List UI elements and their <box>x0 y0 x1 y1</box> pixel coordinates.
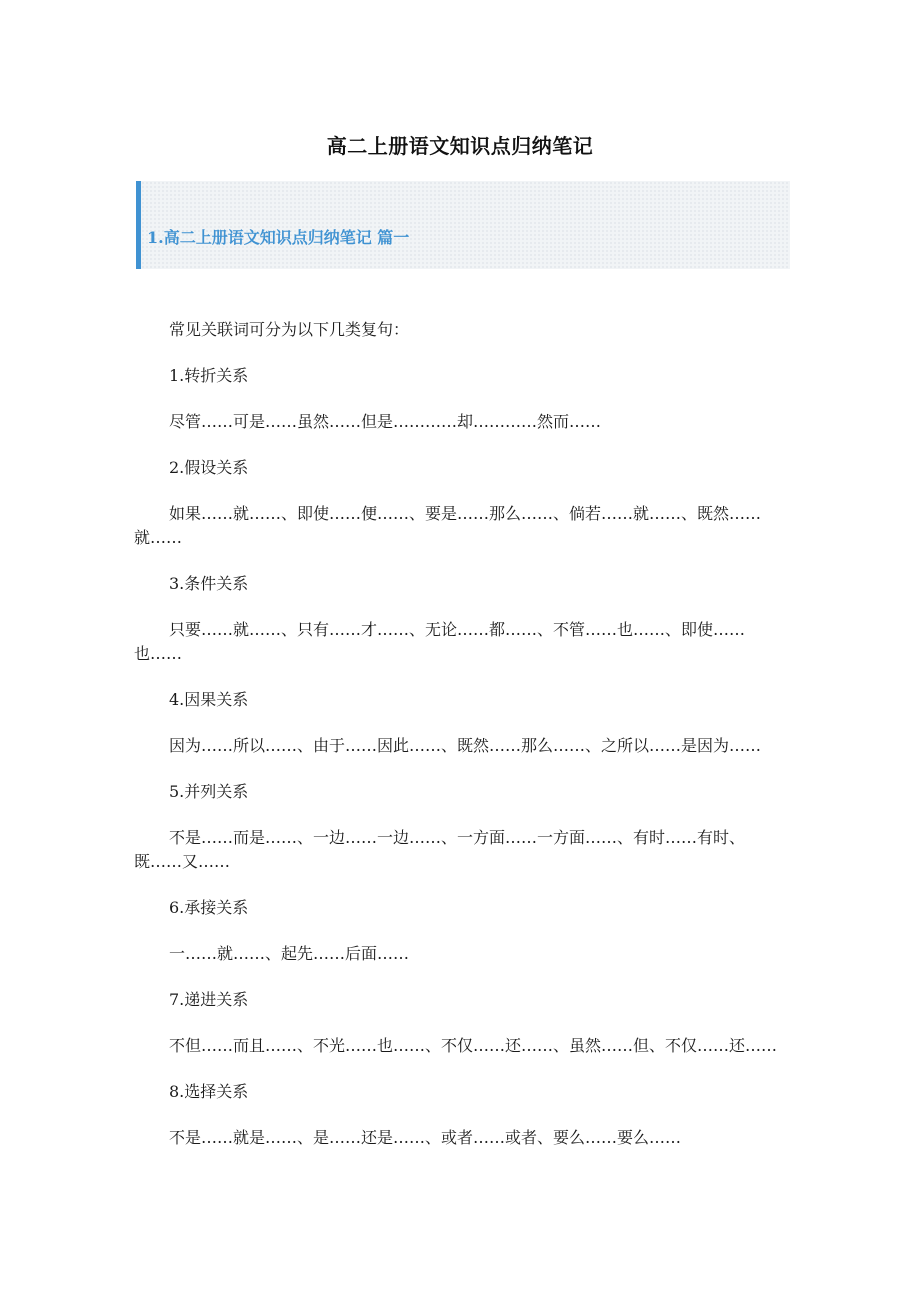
category-examples-causal: 因为……所以……、由于……因此……、既然……那么……、之所以……是因为…… <box>169 736 762 755</box>
category-heading-adversative: 1.转折关系 <box>169 366 249 385</box>
category-heading-progressive: 7.递进关系 <box>169 990 249 1009</box>
category-heading-hypothetical: 2.假设关系 <box>169 458 249 477</box>
category-heading-successive: 6.承接关系 <box>169 898 249 917</box>
intro-paragraph: 常见关联词可分为以下几类复句： <box>169 320 410 339</box>
category-examples-coordinate: 不是……而是……、一边……一边……、一方面……一方面……、有时……有时、既……又…… <box>134 828 746 871</box>
category-heading-causal: 4.因果关系 <box>169 690 249 709</box>
section-banner <box>136 181 790 269</box>
category-examples-hypothetical: 如果……就……、即使……便……、要是……那么……、倘若……就……、既然……就…… <box>134 504 762 547</box>
category-heading-coordinate: 5.并列关系 <box>169 782 249 801</box>
category-examples-successive: 一……就……、起先……后面…… <box>169 944 410 963</box>
section-heading: 1.高二上册语文知识点归纳笔记 篇一 <box>147 228 410 247</box>
page-title: 高二上册语文知识点归纳笔记 <box>326 134 594 158</box>
category-examples-progressive: 不但……而且……、不光……也……、不仅……还……、虽然……但、不仅……还…… <box>169 1036 778 1055</box>
article-body <box>134 318 784 1172</box>
category-heading-conditional: 3.条件关系 <box>169 574 249 593</box>
category-heading-alternative: 8.选择关系 <box>169 1082 249 1101</box>
category-examples-conditional: 只要……就……、只有……才……、无论……都……、不管……也……、即使……也…… <box>134 620 746 663</box>
category-examples-alternative: 不是……就是……、是……还是……、或者……或者、要么……要么…… <box>169 1128 682 1147</box>
category-examples-adversative: 尽管……可是……虽然……但是…………却…………然而…… <box>169 412 602 431</box>
